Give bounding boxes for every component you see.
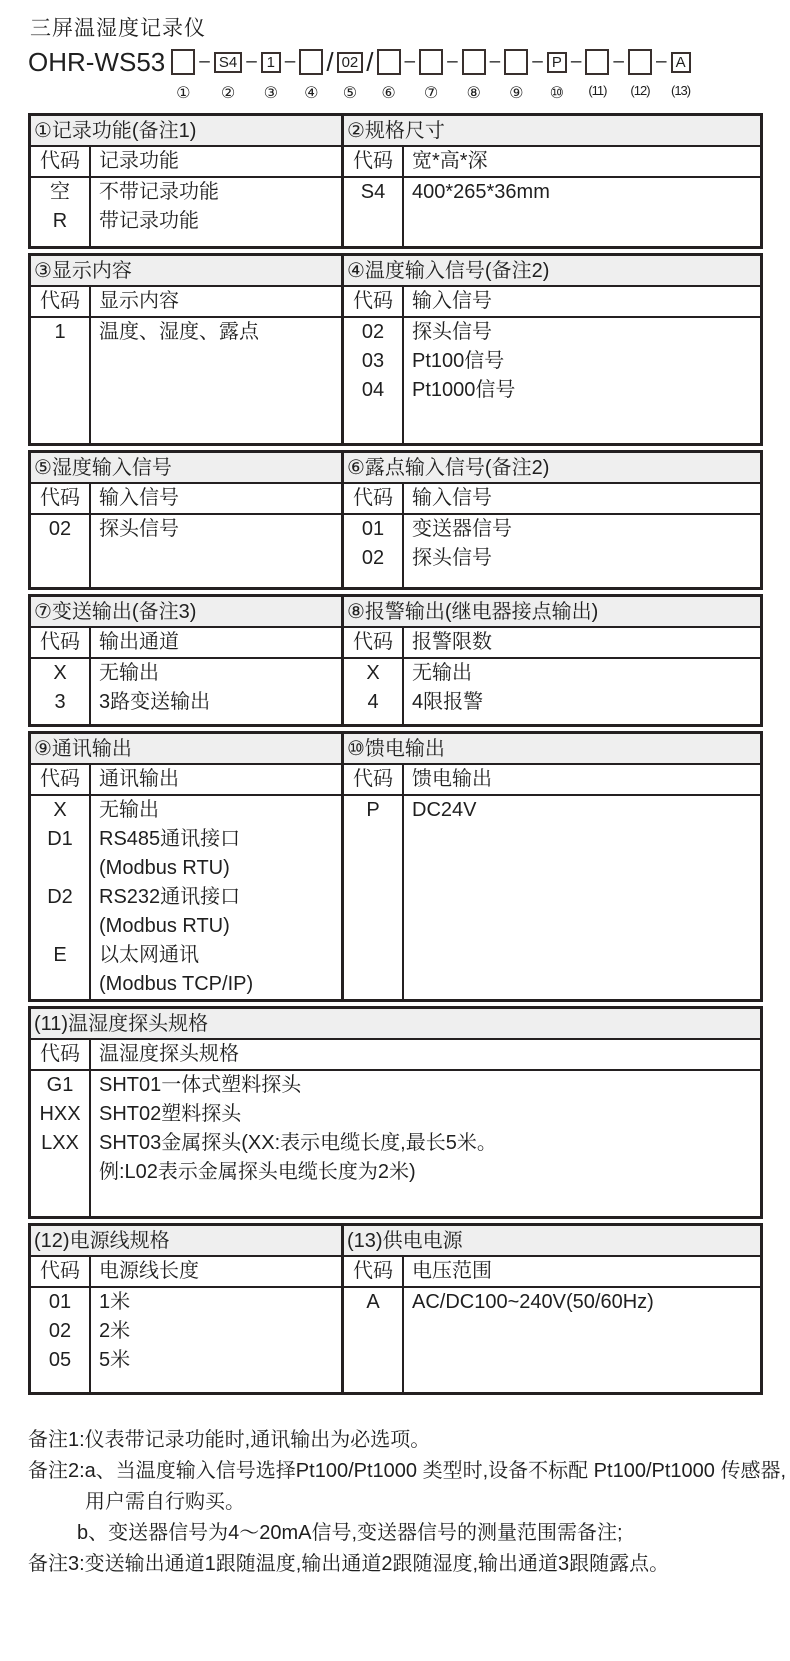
desc-cell: 不带记录功能 xyxy=(99,181,219,203)
table-body xyxy=(344,178,760,246)
model-num-3: ③ xyxy=(263,85,278,102)
table-body xyxy=(344,318,760,443)
section-title: ⑨通讯输出 xyxy=(31,734,341,765)
section-title: ⑩馈电输出 xyxy=(344,734,760,765)
model-box-10: P xyxy=(547,52,567,73)
model-separator-2: – xyxy=(246,51,257,72)
code-column xyxy=(31,318,91,443)
model-box-4 xyxy=(299,49,323,75)
desc-column xyxy=(91,318,341,443)
section-title: (11)温湿度探头规格 xyxy=(31,1009,760,1040)
desc-cell: 探头信号 xyxy=(412,321,492,343)
table-body xyxy=(344,515,760,587)
code-column-header: 代码 xyxy=(31,628,91,657)
code-cell: HXX xyxy=(39,1103,81,1125)
column-header-row xyxy=(344,628,760,659)
desc-cell: (Modbus RTU) xyxy=(99,857,230,879)
panel-communication-output xyxy=(31,734,341,999)
model-separator-1: – xyxy=(199,51,210,72)
desc-column xyxy=(404,178,760,246)
code-cell: 02 xyxy=(361,547,385,569)
block-power-cord-and-supply xyxy=(28,1223,763,1395)
code-cell: D2 xyxy=(47,886,73,908)
desc-cell: 400*265*36mm xyxy=(412,181,550,203)
desc-cell: RS232通讯接口 xyxy=(99,886,241,908)
model-box-3: 1 xyxy=(261,52,281,73)
model-segment-12 xyxy=(628,46,652,98)
block-record-and-size xyxy=(28,113,763,249)
code-cell: E xyxy=(53,944,67,966)
desc-column xyxy=(404,796,760,999)
model-segment-1 xyxy=(171,46,195,103)
model-segment-6 xyxy=(377,46,401,103)
code-cell: R xyxy=(52,210,68,232)
desc-cell: 例:L02表示金属探头电缆长度为2米) xyxy=(99,1161,416,1183)
desc-column xyxy=(91,178,341,246)
code-cell: 04 xyxy=(361,379,385,401)
desc-column-header: 输入信号 xyxy=(412,487,492,509)
panel-probe-spec xyxy=(31,1009,760,1216)
table-body xyxy=(31,515,341,587)
column-header-row xyxy=(31,1040,760,1071)
code-column xyxy=(31,796,91,999)
desc-cell: 以太网通讯 xyxy=(99,944,199,966)
desc-column xyxy=(404,659,760,724)
model-num-1: ① xyxy=(176,85,191,102)
model-segment-11 xyxy=(585,46,609,98)
note-line-3: 用户需自行购买。 xyxy=(85,1491,245,1513)
panel-record-function xyxy=(31,116,341,246)
model-separator-6: – xyxy=(404,51,416,72)
column-header-row xyxy=(31,147,341,178)
model-num-11: (11) xyxy=(588,83,607,98)
section-title: ⑤湿度输入信号 xyxy=(31,453,341,484)
model-separator-3: – xyxy=(284,51,296,72)
model-box-7 xyxy=(419,49,443,75)
model-box-1 xyxy=(171,49,195,75)
model-segment-5 xyxy=(337,46,364,103)
desc-column-header: 电源线长度 xyxy=(99,1260,199,1282)
model-num-4: ④ xyxy=(304,85,319,102)
desc-cell: SHT02塑料探头 xyxy=(99,1103,242,1125)
code-cell: 02 xyxy=(48,1320,72,1342)
section-title: ④温度输入信号(备注2) xyxy=(344,256,760,287)
code-cell: 01 xyxy=(48,1291,72,1313)
code-column xyxy=(344,515,404,587)
desc-column-header: 报警限数 xyxy=(412,631,492,653)
desc-cell: 带记录功能 xyxy=(99,210,199,232)
code-cell: X xyxy=(53,799,67,821)
footnotes xyxy=(28,1425,787,1580)
desc-cell: 4限报警 xyxy=(412,691,484,713)
desc-column xyxy=(91,796,341,999)
desc-column-header: 输入信号 xyxy=(412,290,492,312)
code-column xyxy=(31,1288,91,1392)
code-column xyxy=(31,178,91,246)
model-num-7: ⑦ xyxy=(423,85,439,102)
code-cell xyxy=(31,912,89,941)
code-cell: 1 xyxy=(54,321,66,343)
desc-column xyxy=(91,1071,760,1216)
column-header-row xyxy=(344,287,760,318)
desc-cell: Pt1000信号 xyxy=(412,379,516,401)
desc-cell: (Modbus TCP/IP) xyxy=(99,973,254,995)
section-title: ③显示内容 xyxy=(31,256,341,287)
model-box-11 xyxy=(585,49,609,75)
panel-humidity-input xyxy=(31,453,341,587)
code-cell: X xyxy=(53,662,67,684)
model-box-9 xyxy=(504,49,528,75)
desc-cell: 探头信号 xyxy=(412,547,492,569)
code-column-header: 代码 xyxy=(31,765,91,794)
table-body xyxy=(31,659,341,724)
code-column-header: 代码 xyxy=(344,628,404,657)
panel-alarm-output xyxy=(341,597,760,724)
model-code-line xyxy=(28,46,763,103)
desc-column-header: 输入信号 xyxy=(99,487,179,509)
code-column xyxy=(31,1071,91,1216)
model-box-5: 02 xyxy=(337,52,364,73)
desc-cell: 1米 xyxy=(99,1291,131,1313)
desc-cell: SHT01一体式塑料探头 xyxy=(99,1074,302,1096)
block-display-and-temp-input xyxy=(28,253,763,446)
code-cell: 05 xyxy=(48,1349,72,1371)
code-cell: 01 xyxy=(361,518,385,540)
desc-column xyxy=(404,318,760,443)
model-separator-12: – xyxy=(655,51,667,72)
desc-cell: 3路变送输出 xyxy=(99,691,211,713)
table-body xyxy=(344,796,760,999)
model-separator-4: / xyxy=(326,46,334,77)
model-box-6 xyxy=(377,49,401,75)
code-cell: LXX xyxy=(41,1132,79,1154)
model-segment-8 xyxy=(462,46,486,103)
code-cell: G1 xyxy=(46,1074,74,1096)
model-num-9: ⑨ xyxy=(509,85,524,102)
desc-cell: (Modbus RTU) xyxy=(99,915,230,937)
table-body xyxy=(344,1288,760,1392)
code-cell: 03 xyxy=(361,350,385,372)
model-prefix: OHR-WS53 xyxy=(28,46,166,77)
desc-column xyxy=(91,515,341,587)
panel-power-feed-output xyxy=(341,734,760,999)
desc-column xyxy=(404,1288,760,1392)
code-column-header: 代码 xyxy=(31,1257,91,1286)
model-box-13: A xyxy=(671,52,691,73)
section-title: ⑥露点输入信号(备注2) xyxy=(344,453,760,484)
code-column-header: 代码 xyxy=(344,484,404,513)
table-body xyxy=(31,1071,760,1216)
desc-cell: Pt100信号 xyxy=(412,350,505,372)
model-segment-10 xyxy=(547,46,567,103)
desc-cell: 5米 xyxy=(99,1349,131,1371)
block-communication-and-feed-output xyxy=(28,731,763,1002)
code-cell: 02 xyxy=(48,518,72,540)
section-title: (12)电源线规格 xyxy=(31,1226,341,1257)
desc-column xyxy=(91,659,341,724)
model-separator-11: – xyxy=(613,51,624,72)
code-cell: 02 xyxy=(361,321,385,343)
panel-power-cord xyxy=(31,1226,341,1392)
model-segment-2 xyxy=(214,46,242,103)
desc-cell: 变送器信号 xyxy=(412,518,512,540)
code-cell: 4 xyxy=(367,691,379,713)
model-segment-7 xyxy=(419,46,443,103)
block-probe-spec xyxy=(28,1006,763,1219)
model-segment-4 xyxy=(299,46,323,103)
desc-column-header: 通讯输出 xyxy=(99,768,179,790)
desc-column-header: 记录功能 xyxy=(99,150,179,172)
code-cell: D1 xyxy=(47,828,73,850)
code-cell: X xyxy=(366,662,380,684)
code-column xyxy=(344,659,404,724)
desc-cell: 无输出 xyxy=(412,662,472,684)
model-num-12: (12) xyxy=(630,83,650,98)
desc-cell: AC/DC100~240V(50/60Hz) xyxy=(412,1291,654,1313)
table-body xyxy=(31,318,341,443)
model-segment-3 xyxy=(261,46,281,103)
column-header-row xyxy=(31,765,341,796)
code-column xyxy=(344,178,404,246)
panel-temperature-input xyxy=(341,256,760,443)
panel-dewpoint-input xyxy=(341,453,760,587)
model-separator-7: – xyxy=(447,51,458,72)
model-separator-8: – xyxy=(489,51,501,72)
code-column xyxy=(31,659,91,724)
section-title: ⑦变送输出(备注3) xyxy=(31,597,341,628)
model-num-6: ⑥ xyxy=(381,85,396,102)
model-box-8 xyxy=(462,49,486,75)
section-title: ②规格尺寸 xyxy=(344,116,760,147)
code-column-header: 代码 xyxy=(344,147,404,176)
code-cell: P xyxy=(366,799,380,821)
code-column-header: 代码 xyxy=(344,1257,404,1286)
code-cell xyxy=(31,1158,89,1187)
column-header-row xyxy=(344,765,760,796)
desc-column-header: 显示内容 xyxy=(99,290,179,312)
desc-column-header: 宽*高*深 xyxy=(412,150,488,172)
desc-cell: 探头信号 xyxy=(99,518,179,540)
code-column xyxy=(344,1288,404,1392)
page-title: 三屏温湿度记录仪 xyxy=(30,17,206,40)
model-box-2: S4 xyxy=(214,52,242,73)
code-column xyxy=(344,318,404,443)
code-column-header: 代码 xyxy=(31,1040,91,1069)
model-num-8: ⑧ xyxy=(466,85,481,102)
model-num-5: ⑤ xyxy=(342,85,358,102)
code-column-header: 代码 xyxy=(31,484,91,513)
model-separator-9: – xyxy=(532,51,543,72)
column-header-row xyxy=(344,1257,760,1288)
desc-cell: SHT03金属探头(XX:表示电缆长度,最长5米。 xyxy=(99,1132,497,1154)
desc-column xyxy=(91,1288,341,1392)
table-body xyxy=(31,796,341,999)
code-cell: A xyxy=(366,1291,380,1313)
table-body xyxy=(344,659,760,724)
code-column xyxy=(31,515,91,587)
section-title: ①记录功能(备注1) xyxy=(31,116,341,147)
code-column-header: 代码 xyxy=(31,147,91,176)
model-segment-9 xyxy=(504,46,528,103)
note-line-1: 备注1:仪表带记录功能时,通讯输出为必选项。 xyxy=(28,1429,431,1451)
note-line-5: 备注3:变送输出通道1跟随温度,输出通道2跟随湿度,输出通道3跟随露点。 xyxy=(28,1553,670,1575)
desc-column xyxy=(404,515,760,587)
code-column-header: 代码 xyxy=(31,287,91,316)
model-separator-5: / xyxy=(366,46,374,77)
desc-column-header: 温湿度探头规格 xyxy=(99,1043,239,1065)
model-separator-10: – xyxy=(570,51,582,72)
code-column-header: 代码 xyxy=(344,287,404,316)
panel-transmit-output xyxy=(31,597,341,724)
panel-power-supply xyxy=(341,1226,760,1392)
model-num-13: (13) xyxy=(671,83,691,98)
code-cell: 3 xyxy=(54,691,66,713)
code-column-header: 代码 xyxy=(344,765,404,794)
block-transmit-and-alarm-output xyxy=(28,594,763,727)
code-cell: S4 xyxy=(360,181,386,203)
code-cell xyxy=(31,970,89,999)
desc-cell: 无输出 xyxy=(99,799,159,821)
desc-column-header: 电压范围 xyxy=(412,1260,492,1282)
desc-cell: 2米 xyxy=(99,1320,131,1342)
column-header-row xyxy=(31,628,341,659)
table-body xyxy=(31,1288,341,1392)
desc-column-header: 输出通道 xyxy=(99,631,179,653)
desc-cell: 无输出 xyxy=(99,662,159,684)
panel-dimensions xyxy=(341,116,760,246)
spec-tables xyxy=(28,113,763,1395)
column-header-row xyxy=(31,287,341,318)
column-header-row xyxy=(344,147,760,178)
block-humidity-and-dewpoint-input xyxy=(28,450,763,590)
column-header-row xyxy=(31,1257,341,1288)
model-num-10: ⑩ xyxy=(549,85,564,102)
column-header-row xyxy=(31,484,341,515)
model-box-12 xyxy=(628,49,652,75)
desc-cell: 温度、湿度、露点 xyxy=(99,321,259,343)
code-column xyxy=(344,796,404,999)
model-segment-13 xyxy=(671,46,691,98)
note-line-4: b、变送器信号为4～20mA信号,变送器信号的测量范围需备注; xyxy=(77,1522,623,1544)
section-title: (13)供电电源 xyxy=(344,1226,760,1257)
model-num-2: ② xyxy=(220,85,236,102)
table-body xyxy=(31,178,341,246)
section-title: ⑧报警输出(继电器接点输出) xyxy=(344,597,760,628)
desc-cell: DC24V xyxy=(412,799,477,821)
desc-cell: RS485通讯接口 xyxy=(99,828,241,850)
desc-column-header: 馈电输出 xyxy=(412,768,492,790)
note-line-2: 备注2:a、当温度输入信号选择Pt100/Pt1000 类型时,设备不标配 Pt100/Pt1000 传感器, xyxy=(28,1460,787,1482)
panel-display-content xyxy=(31,256,341,443)
code-cell xyxy=(31,854,89,883)
code-cell: 空 xyxy=(50,181,70,203)
column-header-row xyxy=(344,484,760,515)
